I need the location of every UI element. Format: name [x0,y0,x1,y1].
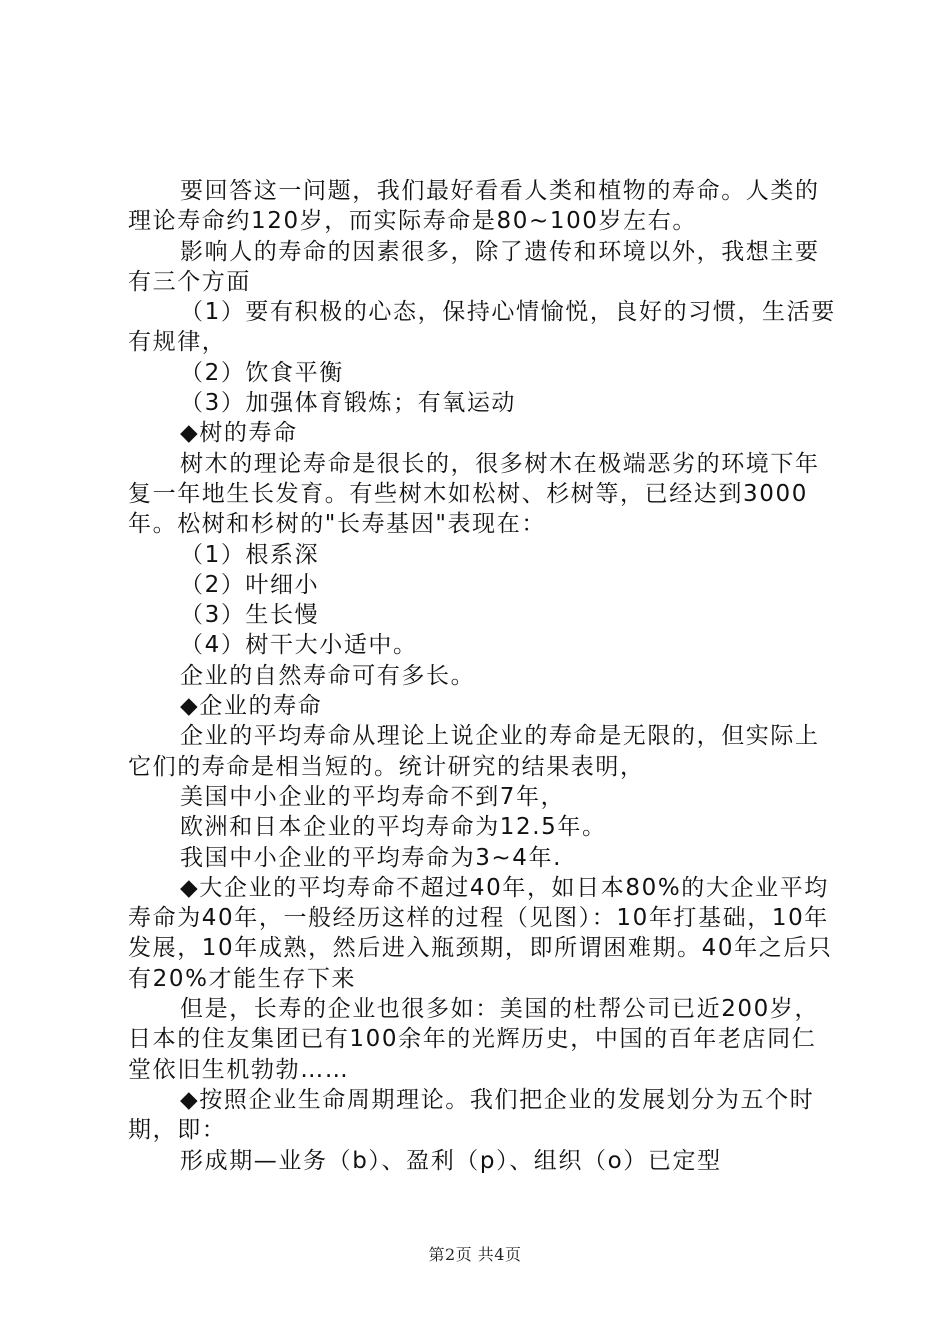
paragraph: 企业的平均寿命从理论上说企业的寿命是无限的，但实际上它们的寿命是相当短的。统计研究的结果表明， [128,723,820,780]
paragraph: 要回答这一问题，我们最好看看人类和植物的寿命。人类的理论寿命约120岁，而实际寿命是80~100岁左右。 [128,178,820,235]
list-item: （3）生长慢 [180,602,320,629]
list-item: （1）要有积极的心态，保持心情愉悦，良好的习惯，生活要有规律， [128,299,836,356]
list-item: （1）根系深 [180,541,320,568]
paragraph: 欧洲和日本企业的平均寿命为12.5年。 [180,814,607,841]
paragraph: 美国中小企业的平均寿命不到7年， [180,783,566,810]
section-heading: ◆企业的寿命 [180,693,323,720]
page-footer [0,1242,950,1265]
list-item: （4）树干大小适中。 [180,632,418,659]
paragraph: ◆按照企业生命周期理论。我们把企业的发展划分为五个时期，即： [128,1086,815,1144]
paragraph: 形成期—业务（b）、盈利（p）、组织（o）已定型 [180,1147,722,1174]
paragraph: 但是，长寿的企业也很多如：美国的杜帮公司已近200岁，日本的住友集团已有100余年的光辉历史，中国的百年老店同仁堂依旧生机勃勃…… [128,996,820,1083]
page-number-label: 第2页 共4页 [428,1245,522,1264]
paragraph: 影响人的寿命的因素很多，除了遗传和环境以外，我想主要有三个方面 [128,238,820,295]
paragraph: ◆大企业的平均寿命不超过40年，如日本80%的大企业平均寿命为40年，一般经历这样的过程（见图）：10年打基础，10年发展，10年成熟，然后进入瓶颈期，即所谓困难期。40年之后只有20%才能生存下来 [128,874,833,992]
list-item: （2）饮食平衡 [180,359,344,386]
paragraph: 树木的理论寿命是很长的，很多树木在极端恶劣的环境下年复一年地生长发育。有些树木如松树、杉树等，已经达到3000年。松树和杉树的"长寿基因"表现在： [128,450,820,538]
paragraph: 我国中小企业的平均寿命为3~4年. [180,844,563,871]
document-body [128,176,838,1176]
section-heading: ◆树的寿命 [180,420,298,447]
list-item: （3）加强体育锻炼；有氧运动 [180,390,517,417]
paragraph: 企业的自然寿命可有多长。 [180,662,476,689]
list-item: （2）叶细小 [180,571,320,598]
